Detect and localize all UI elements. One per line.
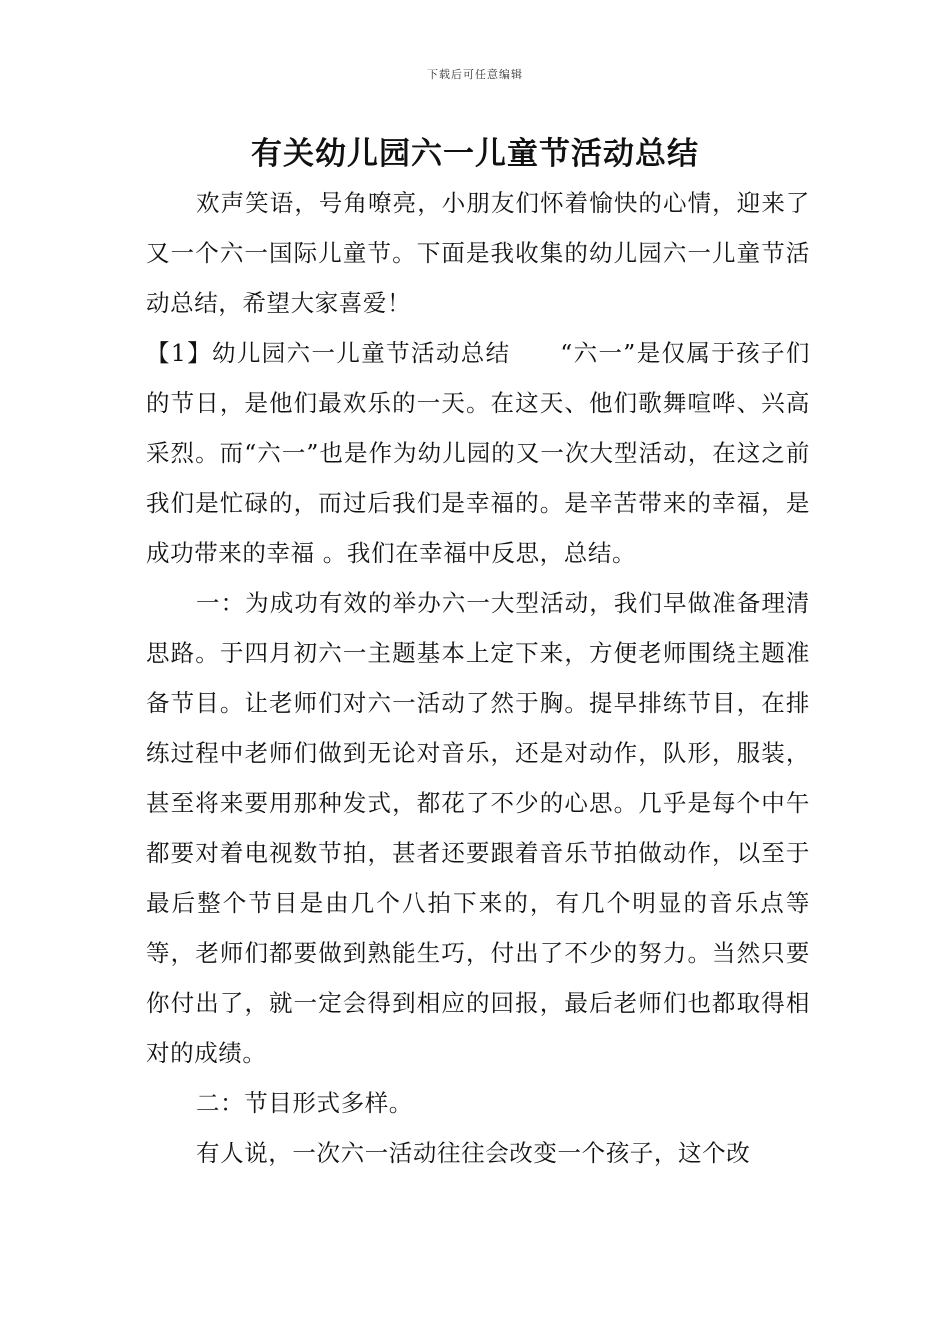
document-title: 有关幼儿园六一儿童节活动总结 (251, 136, 699, 172)
document-body (146, 178, 810, 1178)
point-2-paragraph: 有人说，一次六一活动往往会改变一个孩子，这个改 (196, 1139, 751, 1167)
point-1-paragraph: 一：为成功有效的举办六一大型活动，我们早做准备理清思路。于四月初六一主题基本上定下来，方便老师围绕主题准备节目。让老师们对六一活动了然于胸。提早排练节目，在排练过程中老师们做到无论对音乐，还是对动作，队形，服装，甚至将来要用那种发式，都花了不少的心思。几乎是每个中午都要对着电视数节拍，甚者还要跟着音乐节拍做动作，以至于最后整个节目是由几个八拍下来的，有几个明显的音乐点等等，老师们都要做到熟能生巧，付出了不少的努力。当然只要你付出了，就一定会得到相应的回报，最后老师们也都取得相对的成绩。 (146, 589, 810, 1067)
intro-paragraph: 欢声笑语，号角嘹亮，小朋友们怀着愉快的心情，迎来了又一个六一国际儿童节。下面是我收集的幼儿园六一儿童节活动总结，希望大家喜爱！ (146, 189, 810, 317)
section-1-paragraph: 【1】幼儿园六一儿童节活动总结 “六一”是仅属于孩子们的节日，是他们最欢乐的一天。在这天、他们歌舞喧哗、兴高采烈。而“六一”也是作为幼儿园的又一次大型活动，在这之前我们是忙碌的，而过后我们是幸福的。是辛苦带来的幸福，是成功带来的幸福 。我们在幸福中反思，总结。 (146, 339, 810, 567)
point-2-heading: 二：节目形式多样。 (196, 1089, 413, 1117)
header-note: 下载后可任意编辑 (427, 68, 523, 81)
